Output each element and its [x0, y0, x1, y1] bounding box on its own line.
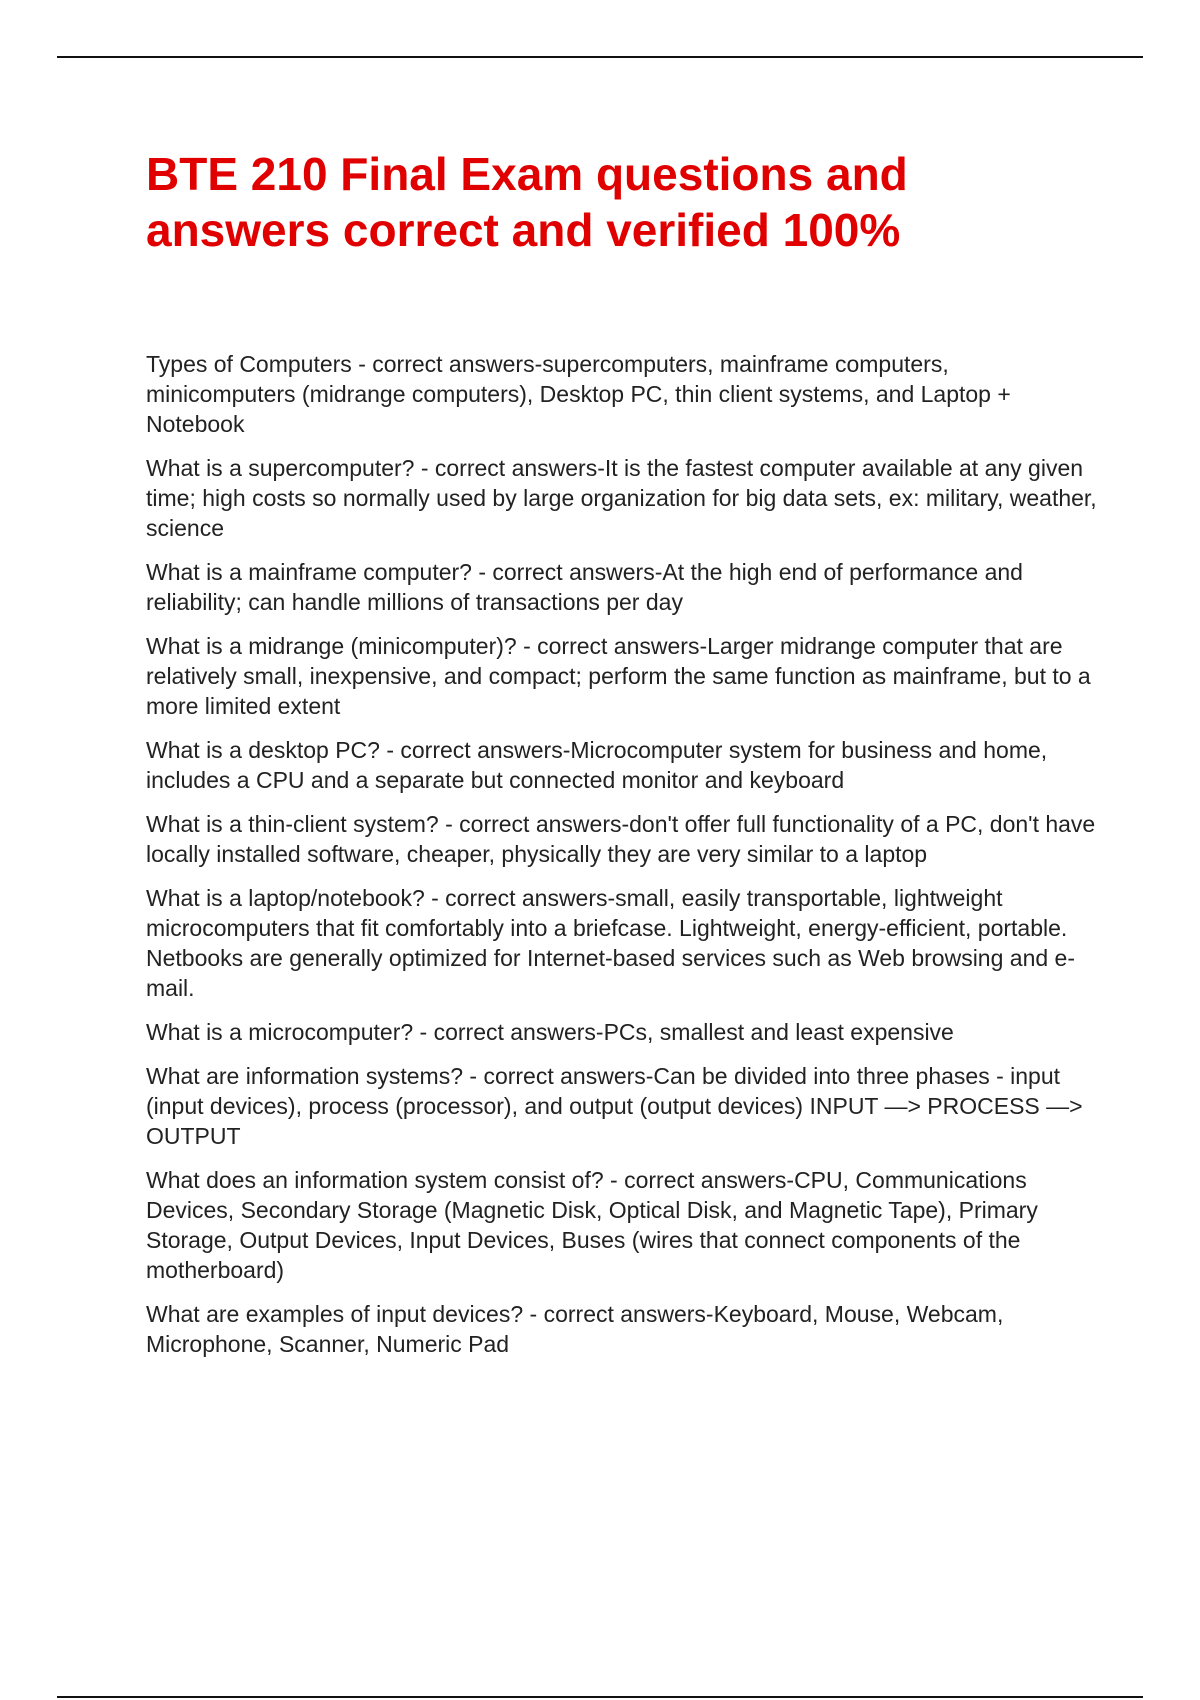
qa-list: [146, 349, 1101, 1373]
qa-item-microcomputer: What is a microcomputer? - correct answers-PCs, smallest and least expensive: [146, 1019, 954, 1045]
qa-item-mainframe: What is a mainframe computer? - correct answers-At the high end of performance and reliability; can handle millions of transactions per day: [146, 559, 1023, 615]
top-divider: [57, 56, 1143, 58]
qa-item-supercomputer: What is a supercomputer? - correct answers-It is the fastest computer available at any given time; high costs so normally used by large organization for big data sets, ex: military, weather, science: [146, 455, 1097, 541]
document-title: BTE 210 Final Exam questions and answers correct and verified 100%: [146, 148, 908, 256]
qa-item-midrange: What is a midrange (minicomputer)? - correct answers-Larger midrange computer that are relatively small, inexpensive, and compact; perform the same function as mainframe, but to a more limited extent: [146, 633, 1091, 719]
qa-item-desktop-pc: What is a desktop PC? - correct answers-Microcomputer system for business and home, includes a CPU and a separate but connected monitor and keyboard: [146, 737, 1048, 793]
qa-item-input-devices: What are examples of input devices? - correct answers-Keyboard, Mouse, Webcam, Microphone, Scanner, Numeric Pad: [146, 1301, 1004, 1357]
qa-item-laptop-notebook: What is a laptop/notebook? - correct answers-small, easily transportable, lightweight microcomputers that fit comfortably into a briefcase. Lightweight, energy-efficient, portable. Netbooks are generally optimized for Internet-based services such as Web browsing and e-mail.: [146, 885, 1075, 1001]
qa-item-information-systems: What are information systems? - correct answers-Can be divided into three phases - input (input devices), process (processor), and output (output devices) INPUT —> PROCESS —> OUTPUT: [146, 1063, 1083, 1149]
qa-item-types-of-computers: Types of Computers - correct answers-supercomputers, mainframe computers, minicomputers (midrange computers), Desktop PC, thin client systems, and Laptop + Notebook: [146, 351, 1011, 437]
bottom-divider: [57, 1696, 1143, 1698]
qa-item-information-system-components: What does an information system consist of? - correct answers-CPU, Communications Devices, Secondary Storage (Magnetic Disk, Optical Disk, and Magnetic Tape), Primary Storage, Output Devices, Input Devices, Buses (wires that connect components of the motherboard): [146, 1167, 1038, 1283]
qa-item-thin-client: What is a thin-client system? - correct answers-don't offer full functionality of a PC, don't have locally installed software, cheaper, physically they are very similar to a laptop: [146, 811, 1096, 867]
